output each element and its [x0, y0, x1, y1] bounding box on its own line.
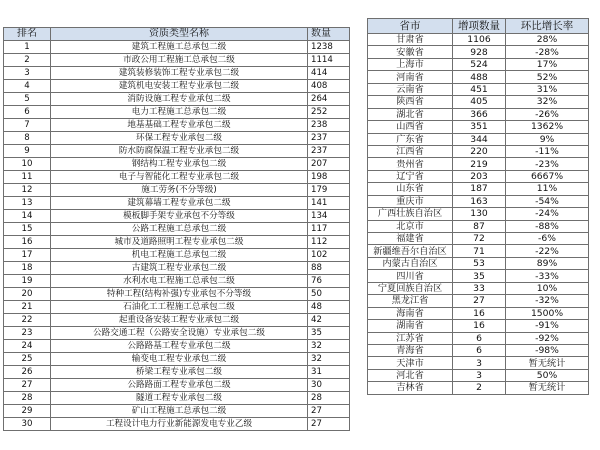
count-cell: 179 [308, 184, 350, 197]
qualification-type-cell: 起重设备安装工程专业承包二级 [51, 314, 308, 327]
increase-count-cell: 928 [453, 46, 506, 58]
rank-cell: 12 [4, 184, 51, 197]
qualification-type-cell: 城市及道路照明工程专业承包二级 [51, 236, 308, 249]
table-row [368, 145, 589, 157]
table-row [368, 96, 589, 108]
province-cell: 湖北省 [368, 108, 453, 120]
table-row [368, 220, 589, 232]
growth-rate-cell: 1362% [506, 121, 589, 133]
growth-rate-cell: -54% [506, 195, 589, 207]
rank-cell: 14 [4, 210, 51, 223]
count-cell: 1238 [308, 41, 350, 54]
increase-count-cell: 344 [453, 133, 506, 145]
table-row [4, 106, 350, 119]
increase-count-cell: 2 [453, 382, 506, 394]
province-cell: 陕西省 [368, 96, 453, 108]
growth-rate-cell: 9% [506, 133, 589, 145]
qualification-type-cell: 建筑幕墙工程专业承包二级 [51, 197, 308, 210]
qualification-type-cell: 施工劳务(不分等级) [51, 184, 308, 197]
header-province: 省市 [368, 19, 453, 34]
province-cell: 四川省 [368, 270, 453, 282]
table-row [4, 327, 350, 340]
growth-rate-cell: -32% [506, 295, 589, 307]
province-cell: 北京市 [368, 220, 453, 232]
count-cell: 237 [308, 132, 350, 145]
increase-count-cell: 27 [453, 295, 506, 307]
qualification-ranking-table [3, 27, 350, 431]
table-row [4, 80, 350, 93]
count-cell: 50 [308, 288, 350, 301]
province-table-body [368, 34, 589, 395]
province-cell: 河南省 [368, 71, 453, 83]
growth-rate-cell: 暂无统计 [506, 382, 589, 394]
table-row [4, 54, 350, 67]
increase-count-cell: 71 [453, 245, 506, 257]
increase-count-cell: 72 [453, 233, 506, 245]
table-row [368, 46, 589, 58]
header-increase-count: 增项数量 [453, 19, 506, 34]
header-count: 数量 [308, 28, 350, 41]
growth-rate-cell: 暂无统计 [506, 357, 589, 369]
table-header-row [4, 28, 350, 41]
table-row [4, 405, 350, 418]
table-row [4, 210, 350, 223]
qualification-type-cell: 矿山工程施工总承包二级 [51, 405, 308, 418]
qualification-type-cell: 水利水电工程施工总承包二级 [51, 275, 308, 288]
increase-count-cell: 53 [453, 257, 506, 269]
qualification-type-cell: 古建筑工程专业承包二级 [51, 262, 308, 275]
province-cell: 贵州省 [368, 158, 453, 170]
table-row [4, 93, 350, 106]
province-cell: 青海省 [368, 344, 453, 356]
province-cell: 广西壮族自治区 [368, 208, 453, 220]
count-cell: 237 [308, 145, 350, 158]
province-cell: 河北省 [368, 369, 453, 381]
count-cell: 238 [308, 119, 350, 132]
table-row [4, 249, 350, 262]
table-row [4, 340, 350, 353]
count-cell: 408 [308, 80, 350, 93]
qualification-type-cell: 建筑机电安装工程专业承包二级 [51, 80, 308, 93]
table-row [4, 301, 350, 314]
growth-rate-cell: 28% [506, 34, 589, 46]
growth-rate-cell: -24% [506, 208, 589, 220]
increase-count-cell: 6 [453, 344, 506, 356]
table-row [368, 133, 589, 145]
increase-count-cell: 219 [453, 158, 506, 170]
increase-count-cell: 524 [453, 58, 506, 70]
growth-rate-cell: 17% [506, 58, 589, 70]
province-cell: 山西省 [368, 121, 453, 133]
growth-rate-cell: 6667% [506, 170, 589, 182]
increase-count-cell: 163 [453, 195, 506, 207]
qualification-type-cell: 机电工程施工总承包二级 [51, 249, 308, 262]
province-cell: 宁夏回族自治区 [368, 282, 453, 294]
province-cell: 新疆维吾尔自治区 [368, 245, 453, 257]
table-row [368, 83, 589, 95]
qualification-type-cell: 电子与智能化工程专业承包二级 [51, 171, 308, 184]
province-cell: 黑龙江省 [368, 295, 453, 307]
increase-count-cell: 1106 [453, 34, 506, 46]
rank-cell: 3 [4, 67, 51, 80]
growth-rate-cell: -11% [506, 145, 589, 157]
table-row [4, 184, 350, 197]
rank-cell: 15 [4, 223, 51, 236]
qualification-type-cell: 消防设施工程专业承包二级 [51, 93, 308, 106]
growth-rate-cell: -26% [506, 108, 589, 120]
rank-cell: 8 [4, 132, 51, 145]
table-row [368, 307, 589, 319]
increase-count-cell: 405 [453, 96, 506, 108]
count-cell: 76 [308, 275, 350, 288]
province-cell: 江西省 [368, 145, 453, 157]
table-row [368, 170, 589, 182]
table-row [4, 171, 350, 184]
increase-count-cell: 16 [453, 320, 506, 332]
growth-rate-cell: -92% [506, 332, 589, 344]
table-row [4, 314, 350, 327]
rank-cell: 2 [4, 54, 51, 67]
qualification-type-cell: 市政公用工程施工总承包二级 [51, 54, 308, 67]
qualification-type-cell: 环保工程专业承包二级 [51, 132, 308, 145]
table-row [4, 262, 350, 275]
qualification-type-cell: 建筑工程施工总承包二级 [51, 41, 308, 54]
table-row [368, 108, 589, 120]
table-row [4, 197, 350, 210]
qualification-type-cell: 电力工程施工总承包二级 [51, 106, 308, 119]
table-row [368, 158, 589, 170]
growth-rate-cell: -88% [506, 220, 589, 232]
rank-cell: 10 [4, 158, 51, 171]
qualification-type-cell: 公路工程施工总承包二级 [51, 223, 308, 236]
count-cell: 32 [308, 353, 350, 366]
qualification-type-cell: 石油化工工程施工总承包二级 [51, 301, 308, 314]
table-row [4, 275, 350, 288]
count-cell: 112 [308, 236, 350, 249]
rank-cell: 5 [4, 93, 51, 106]
growth-rate-cell: 31% [506, 83, 589, 95]
growth-rate-cell: -33% [506, 270, 589, 282]
count-cell: 30 [308, 379, 350, 392]
count-cell: 1114 [308, 54, 350, 67]
count-cell: 414 [308, 67, 350, 80]
qualification-type-cell: 钢结构工程专业承包二级 [51, 158, 308, 171]
province-cell: 内蒙古自治区 [368, 257, 453, 269]
rank-cell: 28 [4, 392, 51, 405]
table-row [368, 245, 589, 257]
count-cell: 264 [308, 93, 350, 106]
rank-cell: 11 [4, 171, 51, 184]
count-cell: 31 [308, 366, 350, 379]
header-growth-rate: 环比增长率 [506, 19, 589, 34]
province-increase-table [367, 18, 589, 395]
growth-rate-cell: -98% [506, 344, 589, 356]
province-cell: 湖南省 [368, 320, 453, 332]
table-row [368, 344, 589, 356]
rank-cell: 6 [4, 106, 51, 119]
table-row [4, 288, 350, 301]
rank-cell: 30 [4, 418, 51, 431]
increase-count-cell: 366 [453, 108, 506, 120]
increase-count-cell: 187 [453, 183, 506, 195]
rank-cell: 21 [4, 301, 51, 314]
table-row [4, 67, 350, 80]
table-row [368, 357, 589, 369]
header-rank: 排名 [4, 28, 51, 41]
count-cell: 28 [308, 392, 350, 405]
province-cell: 海南省 [368, 307, 453, 319]
rank-cell: 23 [4, 327, 51, 340]
count-cell: 117 [308, 223, 350, 236]
qualification-table-body [4, 41, 350, 431]
increase-count-cell: 351 [453, 121, 506, 133]
count-cell: 48 [308, 301, 350, 314]
increase-count-cell: 220 [453, 145, 506, 157]
growth-rate-cell: 10% [506, 282, 589, 294]
qualification-type-cell: 公路路基工程专业承包二级 [51, 340, 308, 353]
count-cell: 207 [308, 158, 350, 171]
count-cell: 35 [308, 327, 350, 340]
table-header-row [368, 19, 589, 34]
header-qualification-type: 资质类型名称 [51, 28, 308, 41]
rank-cell: 9 [4, 145, 51, 158]
count-cell: 88 [308, 262, 350, 275]
increase-count-cell: 203 [453, 170, 506, 182]
increase-count-cell: 33 [453, 282, 506, 294]
qualification-type-cell: 特种工程(结构补强)专业承包不分等级 [51, 288, 308, 301]
growth-rate-cell: 50% [506, 369, 589, 381]
province-cell: 广东省 [368, 133, 453, 145]
qualification-type-cell: 桥梁工程专业承包二级 [51, 366, 308, 379]
count-cell: 252 [308, 106, 350, 119]
rank-cell: 16 [4, 236, 51, 249]
table-row [368, 257, 589, 269]
rank-cell: 7 [4, 119, 51, 132]
growth-rate-cell: 11% [506, 183, 589, 195]
rank-cell: 26 [4, 366, 51, 379]
rank-cell: 4 [4, 80, 51, 93]
table-row [4, 236, 350, 249]
qualification-type-cell: 工程设计电力行业新能源发电专业乙级 [51, 418, 308, 431]
table-row [368, 332, 589, 344]
table-row [4, 119, 350, 132]
table-row [368, 270, 589, 282]
table-row [4, 132, 350, 145]
qualification-type-cell: 建筑装修装饰工程专业承包二级 [51, 67, 308, 80]
rank-cell: 13 [4, 197, 51, 210]
table-row [368, 34, 589, 46]
count-cell: 27 [308, 405, 350, 418]
increase-count-cell: 3 [453, 369, 506, 381]
increase-count-cell: 87 [453, 220, 506, 232]
qualification-type-cell: 隧道工程专业承包二级 [51, 392, 308, 405]
count-cell: 42 [308, 314, 350, 327]
table-row [4, 366, 350, 379]
table-row [368, 183, 589, 195]
table-row [368, 369, 589, 381]
growth-rate-cell: -28% [506, 46, 589, 58]
table-row [4, 379, 350, 392]
province-cell: 辽宁省 [368, 170, 453, 182]
growth-rate-cell: -91% [506, 320, 589, 332]
qualification-type-cell: 地基基础工程专业承包二级 [51, 119, 308, 132]
count-cell: 141 [308, 197, 350, 210]
qualification-type-cell: 模板脚手架专业承包不分等级 [51, 210, 308, 223]
province-cell: 天津市 [368, 357, 453, 369]
province-cell: 重庆市 [368, 195, 453, 207]
province-cell: 上海市 [368, 58, 453, 70]
count-cell: 198 [308, 171, 350, 184]
rank-cell: 29 [4, 405, 51, 418]
count-cell: 102 [308, 249, 350, 262]
table-row [4, 392, 350, 405]
qualification-type-cell: 防水防腐保温工程专业承包二级 [51, 145, 308, 158]
growth-rate-cell: -22% [506, 245, 589, 257]
rank-cell: 20 [4, 288, 51, 301]
table-row [368, 58, 589, 70]
growth-rate-cell: 1500% [506, 307, 589, 319]
rank-cell: 19 [4, 275, 51, 288]
table-row [368, 195, 589, 207]
rank-cell: 24 [4, 340, 51, 353]
increase-count-cell: 130 [453, 208, 506, 220]
growth-rate-cell: 32% [506, 96, 589, 108]
rank-cell: 22 [4, 314, 51, 327]
rank-cell: 17 [4, 249, 51, 262]
qualification-type-cell: 公路交通工程（公路安全设施）专业承包二级 [51, 327, 308, 340]
growth-rate-cell: 52% [506, 71, 589, 83]
table-row [368, 382, 589, 394]
table-row [4, 41, 350, 54]
growth-rate-cell: -6% [506, 233, 589, 245]
rank-cell: 1 [4, 41, 51, 54]
table-row [4, 353, 350, 366]
increase-count-cell: 3 [453, 357, 506, 369]
table-row [4, 145, 350, 158]
qualification-type-cell: 输变电工程专业承包二级 [51, 353, 308, 366]
province-cell: 吉林省 [368, 382, 453, 394]
province-cell: 云南省 [368, 83, 453, 95]
province-cell: 江苏省 [368, 332, 453, 344]
table-row [368, 295, 589, 307]
increase-count-cell: 488 [453, 71, 506, 83]
table-row [368, 208, 589, 220]
increase-count-cell: 16 [453, 307, 506, 319]
table-row [368, 71, 589, 83]
province-cell: 福建省 [368, 233, 453, 245]
table-row [4, 418, 350, 431]
count-cell: 32 [308, 340, 350, 353]
province-cell: 安徽省 [368, 46, 453, 58]
rank-cell: 18 [4, 262, 51, 275]
province-cell: 甘肃省 [368, 34, 453, 46]
increase-count-cell: 35 [453, 270, 506, 282]
count-cell: 134 [308, 210, 350, 223]
table-row [368, 121, 589, 133]
rank-cell: 27 [4, 379, 51, 392]
table-row [4, 223, 350, 236]
qualification-type-cell: 公路路面工程专业承包二级 [51, 379, 308, 392]
table-row [4, 158, 350, 171]
rank-cell: 25 [4, 353, 51, 366]
province-cell: 山东省 [368, 183, 453, 195]
growth-rate-cell: 89% [506, 257, 589, 269]
count-cell: 27 [308, 418, 350, 431]
table-row [368, 233, 589, 245]
growth-rate-cell: -23% [506, 158, 589, 170]
table-row [368, 320, 589, 332]
table-row [368, 282, 589, 294]
increase-count-cell: 6 [453, 332, 506, 344]
increase-count-cell: 451 [453, 83, 506, 95]
